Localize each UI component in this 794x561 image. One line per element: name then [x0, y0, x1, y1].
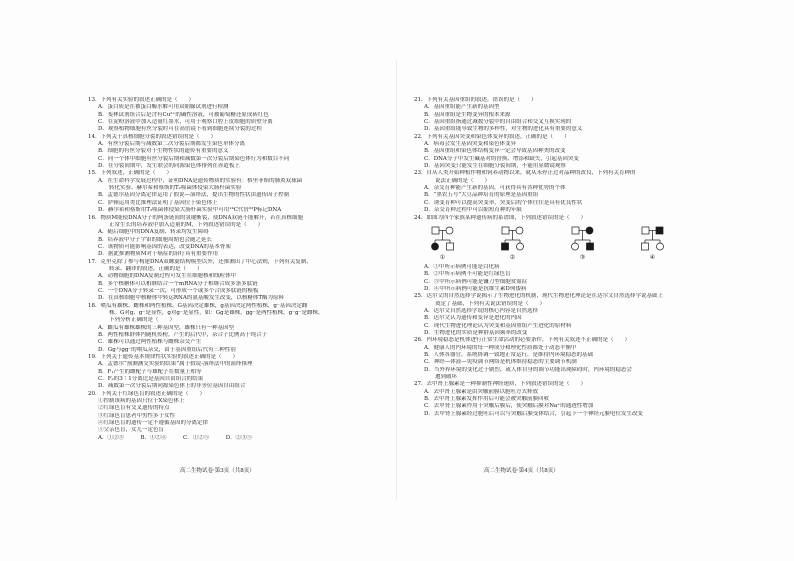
- question-option: D．Gg与gg⁻的喷瓜杂交，由于基因重组后代有三种性别: [98, 346, 236, 353]
- question-option: D．杂交育种过程中可以缩短育种的年限: [424, 207, 522, 214]
- question-stem: 21．下列有关基因重组的叙述，错误的是（ ）: [414, 97, 537, 103]
- question-option: A．随后细胞中的DNA复制、转录均发生障碍: [98, 229, 209, 236]
- question-stem: 27．去甲肾上腺素是一种抑制性神经递质，下列叙述错误的是（ ）: [414, 381, 587, 388]
- question-option: D．观察植物细胞有丝分裂时可在高倍镜下看到细胞连续分裂的过程: [98, 126, 262, 133]
- question-option: A．杂交育种能产生新的基因，可获得具有各种优势的个体: [424, 185, 566, 192]
- question-option: D．生物进化的实质是种群基因频率的改变: [424, 329, 528, 336]
- pedigree-male: [572, 227, 579, 234]
- question-option: D．当外界环境的变化过于剧烈，或人体自身的调节功能出现障碍时，内环境的稳态会: [424, 366, 632, 373]
- question-stem: 25．达尔文的自然选择学说揭示了生物进化的机制，现代生物进化理论是在达尔文自然选择学说基础上: [414, 293, 664, 300]
- question-option: ②红绿色盲有交叉遗传的特点: [98, 405, 170, 412]
- question-option: B．斐林试剂组合后是含有Cu²⁺的碱性溶液，可被葡萄糖还原成砖红色: [98, 111, 269, 118]
- question-stem: 20．下列关于红绿色盲的叙述正确的是（ ）: [88, 390, 206, 397]
- question-option: ⑤父亲色盲，女儿一定色盲: [98, 427, 165, 434]
- question-option: C．雄株可以通过两性植株与雌株杂交产生: [98, 339, 202, 346]
- pedigree-affected-female: [586, 227, 593, 234]
- question-block: [88, 391, 388, 442]
- pedigree-affected-male: [587, 243, 594, 250]
- question-option: C．萨顿运用类比推理法证明了基因位于染色体上: [98, 199, 218, 206]
- pedigree-affected-male: [502, 243, 509, 250]
- question-option: C．现代生物进化理论认为突变和基因重组产生进化的原材料: [424, 322, 572, 329]
- question-option: D．赫尔希和蔡斯用T₂噬菌体侵染大肠杆菌实验中可用¹⁴C代替³²P标记DNA: [98, 207, 282, 214]
- question-option: A．病毒会发生基因突变和染色体变异: [424, 141, 516, 148]
- left-column: [88, 97, 388, 442]
- question-option: ④红绿色盲的遗传一定不遵循基因的分离定律: [98, 420, 209, 427]
- question-block: [414, 170, 714, 214]
- question-block: [414, 293, 714, 337]
- question-option: A．孟德尔“预测测交实验的结果”属于假说-演绎法中的演绎推理: [98, 361, 253, 368]
- question-option: B．细胞的有丝分裂对于生物性状的遗传有重要的意义: [98, 148, 229, 155]
- right-column-questions-a: [414, 97, 714, 222]
- question-option: B．人体各器官、系统协调一致地正常运行，是维持内环境稳态的基础: [424, 351, 594, 358]
- pedigree-svg: [424, 224, 704, 262]
- pedigree-affected-female: [432, 243, 439, 250]
- pedigree-female: [572, 243, 579, 250]
- pedigree-male: [447, 243, 454, 250]
- question-stem: 19．下列关于遗传基本规律性状实验的叙述正确的是（ ）: [88, 354, 239, 361]
- pedigree-male: [642, 227, 649, 234]
- question-option: B．“黑农五号”大豆品种培育的原理是基因重组: [424, 192, 539, 199]
- question-option: A．①中所示病例可能是白化病: [424, 263, 500, 270]
- pedigree-male: [642, 243, 649, 250]
- question-option: B．基因重组和染色体结构变异一定会导致基因种类的改变: [424, 148, 566, 155]
- question-option: A．去甲肾上腺素是由突触前膜以胞吐方式释放: [424, 388, 538, 395]
- question-option: A．动物细胞的DNA复制过程可发生在细胞核和线粒体中: [98, 273, 237, 280]
- pedigree-male: [432, 227, 439, 234]
- pedigree-diagram: [424, 224, 704, 262]
- question-option: C．同一个体中细胞有丝分裂后期和减数第一次分裂后期染色体行为和数目不同: [98, 155, 290, 162]
- question-option: ①控制该病的基因只位于X染色体上: [98, 398, 185, 405]
- question-stem: 13．下列有关实验的叙述正确的是（ ）: [88, 97, 194, 103]
- question-stem: 24．如图为四个家族某种遗传病的系谱图，下列叙述错误的是（ ）: [414, 214, 587, 221]
- question-option: D．在分裂间期中，发生联会的同源染色体排列在赤道板上: [98, 163, 240, 170]
- pedigree-label-4: ④: [649, 253, 656, 261]
- pedigree-female: [516, 227, 523, 234]
- question-option: C．③中所示病例可能是镰刀型细胞贫血症: [424, 278, 528, 285]
- question-option: B．孟德尔基因分离定律运用了假说—演绎法，提出生物的性状由遗传因子控制: [98, 192, 290, 199]
- question-option: B．达尔文认为遗传和变异是进化的内因: [424, 315, 522, 322]
- question-option: D．基因重组能导致生物的多样性，对生物的进化具有重要的意义: [424, 126, 583, 133]
- question-option: 奠定了基础，下列有关说法错误的是（ ）: [424, 300, 546, 307]
- question-stem: 14．下列关于真核细胞分裂的叙述错误的是（ ）: [88, 133, 217, 140]
- question-option: 遭到破坏: [424, 374, 458, 380]
- pedigree-label-3: ③: [579, 253, 586, 261]
- pedigree-label-1: ①: [439, 253, 446, 261]
- pedigree-label-2: ②: [509, 253, 516, 261]
- question-option: C．神经—体液—免疫调节网络是机体维持稳态的主要调节机制: [424, 359, 577, 366]
- question-stem: 17．克里克除了参与构建DNA双螺旋结构模型以外，还推测出了中心法则，下列有关复制、: [88, 258, 312, 265]
- fold-line: [396, 60, 397, 500]
- question-option: A．基因重组能产生新的基因型: [424, 104, 500, 111]
- question-option: A．蛋白质是在被蛋白酶水解可用双缩脲试剂进行检测: [98, 104, 229, 111]
- question-stem: 23．自从人类开始种植作物和饲养动物以来，就从未停止过对品种的改良，下列有关育种的: [414, 170, 636, 177]
- question-stem: 26．内环境稳态是机体进行正常生命活动的必要条件，下列有关叙述不正确的是（ ）: [414, 337, 631, 344]
- question-block: [88, 354, 388, 391]
- question-option: A．在生命科学发展过程中，证明DNA是遗传物质的实验有：格里菲斯的肺炎双球菌: [98, 177, 303, 184]
- question-stem: 16．物质M能使DNA分子的两条链间的氢键断裂，使DNA双链不能解开，若在真核细胞: [88, 214, 304, 221]
- footer-page-3: 高二生物试卷·第3页（共8页）: [180, 468, 255, 474]
- question-option: C．DNA分子中发生碱基对的替换、增添和缺失，引起基因突变: [424, 155, 579, 162]
- question-block: [88, 215, 388, 259]
- question-option: B．②中所示病例不可能是红绿色盲: [424, 271, 511, 278]
- question-option: C．该物质可能影响基因的表达，改变DNA的基本骨架: [98, 243, 231, 250]
- question-option: A．雌瓜有雄株雄株的三种基因型，雄株只有一种基因型: [98, 324, 234, 331]
- question-option: B．基因重组是生物变异的根本来源: [424, 111, 511, 118]
- question-option: C．去甲肾上腺素作用于突触后膜后，使突触后膜对Na⁺的通透性增加: [424, 403, 594, 410]
- question-option: 转化实验、赫尔希和蔡斯的T₂噬菌体侵染大肠杆菌实验: [98, 185, 242, 192]
- question-option: 转录、翻译的叙述，正确的是（ ）: [98, 265, 203, 272]
- question-stem: 18．喷瓜有雄株、雌株和两性植株，G基因决定雄株，g基因决定两性植株，g⁻基因决定雌: [88, 302, 308, 309]
- question-option: D．去甲肾上腺素经过胞吐后可以与突触后膜受体结合，引起下一个神经元膜电位发生改变: [424, 410, 643, 417]
- question-option: C．基因重组指通过减数分裂中的自由组合和交叉互换实现的: [424, 119, 572, 126]
- question-option: D．在真核细胞中核糖体中转运RNA的氨基酸发生改变，以核糖体T酶为原料: [98, 295, 285, 302]
- footer-page-4: 高二生物试卷·第4页（共8页）: [484, 468, 559, 474]
- question-option: 说法正确的是（ ）: [424, 177, 491, 184]
- question-block: [88, 170, 388, 214]
- question-stem: 22．下列有关基因突变和染色体变异的叙述，正确的是（ ）: [414, 133, 570, 140]
- pedigree-female: [517, 243, 524, 250]
- pedigree-male: [502, 227, 509, 234]
- question-option: 株。G对g、g⁻是显性，g对g⁻是显性，如：Gg是雄株，gg⁻是两性植株，g⁻g⁻是雌株。: [98, 309, 324, 316]
- question-block: [88, 303, 388, 354]
- question-option: C．在淀粉溶液中加入适量红墨水，可用于观察口腔上皮细胞的质壁分离: [98, 119, 273, 126]
- question-stem: 15．下列叙述，正确的是（ ）: [88, 170, 172, 177]
- question-option: B．两性植株群体内随机传粉，产生的后代中，杂合子比例高于纯合子: [98, 332, 268, 338]
- question-block: [88, 259, 388, 303]
- question-option: B．去甲肾上腺素发挥作用后可能会被突触前膜回收: [424, 396, 550, 403]
- question-option: B．多个核糖体可以相继结合一个mRNA分子相继合成多条多肽链: [98, 280, 258, 287]
- question-option: D．减数第一次分裂后期同源染色体上的非等位基因自由组合: [98, 383, 246, 390]
- pedigree-female: [657, 243, 664, 250]
- question-option: D．④中所示病例可能是抗维生素D佝偻病: [424, 285, 527, 292]
- question-block: [414, 134, 714, 171]
- question-option: A．①②③ B．①②④ C．①②⑤ D．②③⑤: [98, 434, 253, 441]
- question-block: [88, 97, 388, 134]
- question-option: C．诱变育种可以提高突变率，突变后的个体往往是具有优良性状: [424, 199, 583, 206]
- question-option: A．达尔文自然选择学说的核心内容是自然选择: [424, 307, 538, 314]
- question-block: [414, 97, 714, 134]
- question-option: A．健康人的内环境的每一种成分和理化性质都处于动态平衡中: [424, 344, 577, 351]
- question-block: [88, 134, 388, 171]
- question-option: C．一个DNA分子转录一次，可形成一个或多个合成多肽链的模板: [98, 287, 259, 294]
- question-option: 正常生长的培养液中加入适量的M，下列叙述错误的是（ ）: [98, 221, 264, 228]
- question-option: D．基因突变只能发生在细胞分裂间期，不能用显微镜观察: [424, 163, 566, 170]
- question-option: B．培养液中分子宇宙的细胞周期也会随之延长: [98, 236, 213, 243]
- right-column-questions-b: [414, 264, 714, 418]
- question-block: [414, 337, 714, 381]
- question-block: [414, 215, 714, 222]
- question-option: ③红绿色盲患者中男性多于女性: [98, 412, 176, 419]
- question-option: 下列分析正确的是（ ）: [98, 317, 176, 324]
- question-option: B．F₁产生的雌配子与雄配子在数量上相等: [98, 368, 202, 375]
- question-block: [414, 264, 714, 293]
- question-option: D．据此推测物质M对于癌症的治疗具有重要作用: [98, 251, 219, 258]
- pedigree-affected-male: [656, 227, 663, 234]
- question-block: [414, 381, 714, 418]
- pedigree-female: [446, 227, 453, 234]
- right-column: [414, 97, 714, 418]
- question-option: C．F₂的3∶1分离比是基因自由组合的结果: [98, 376, 204, 383]
- question-option: A．有丝分裂后期与减数第二次分裂后期都发生染色单体分离: [98, 141, 245, 148]
